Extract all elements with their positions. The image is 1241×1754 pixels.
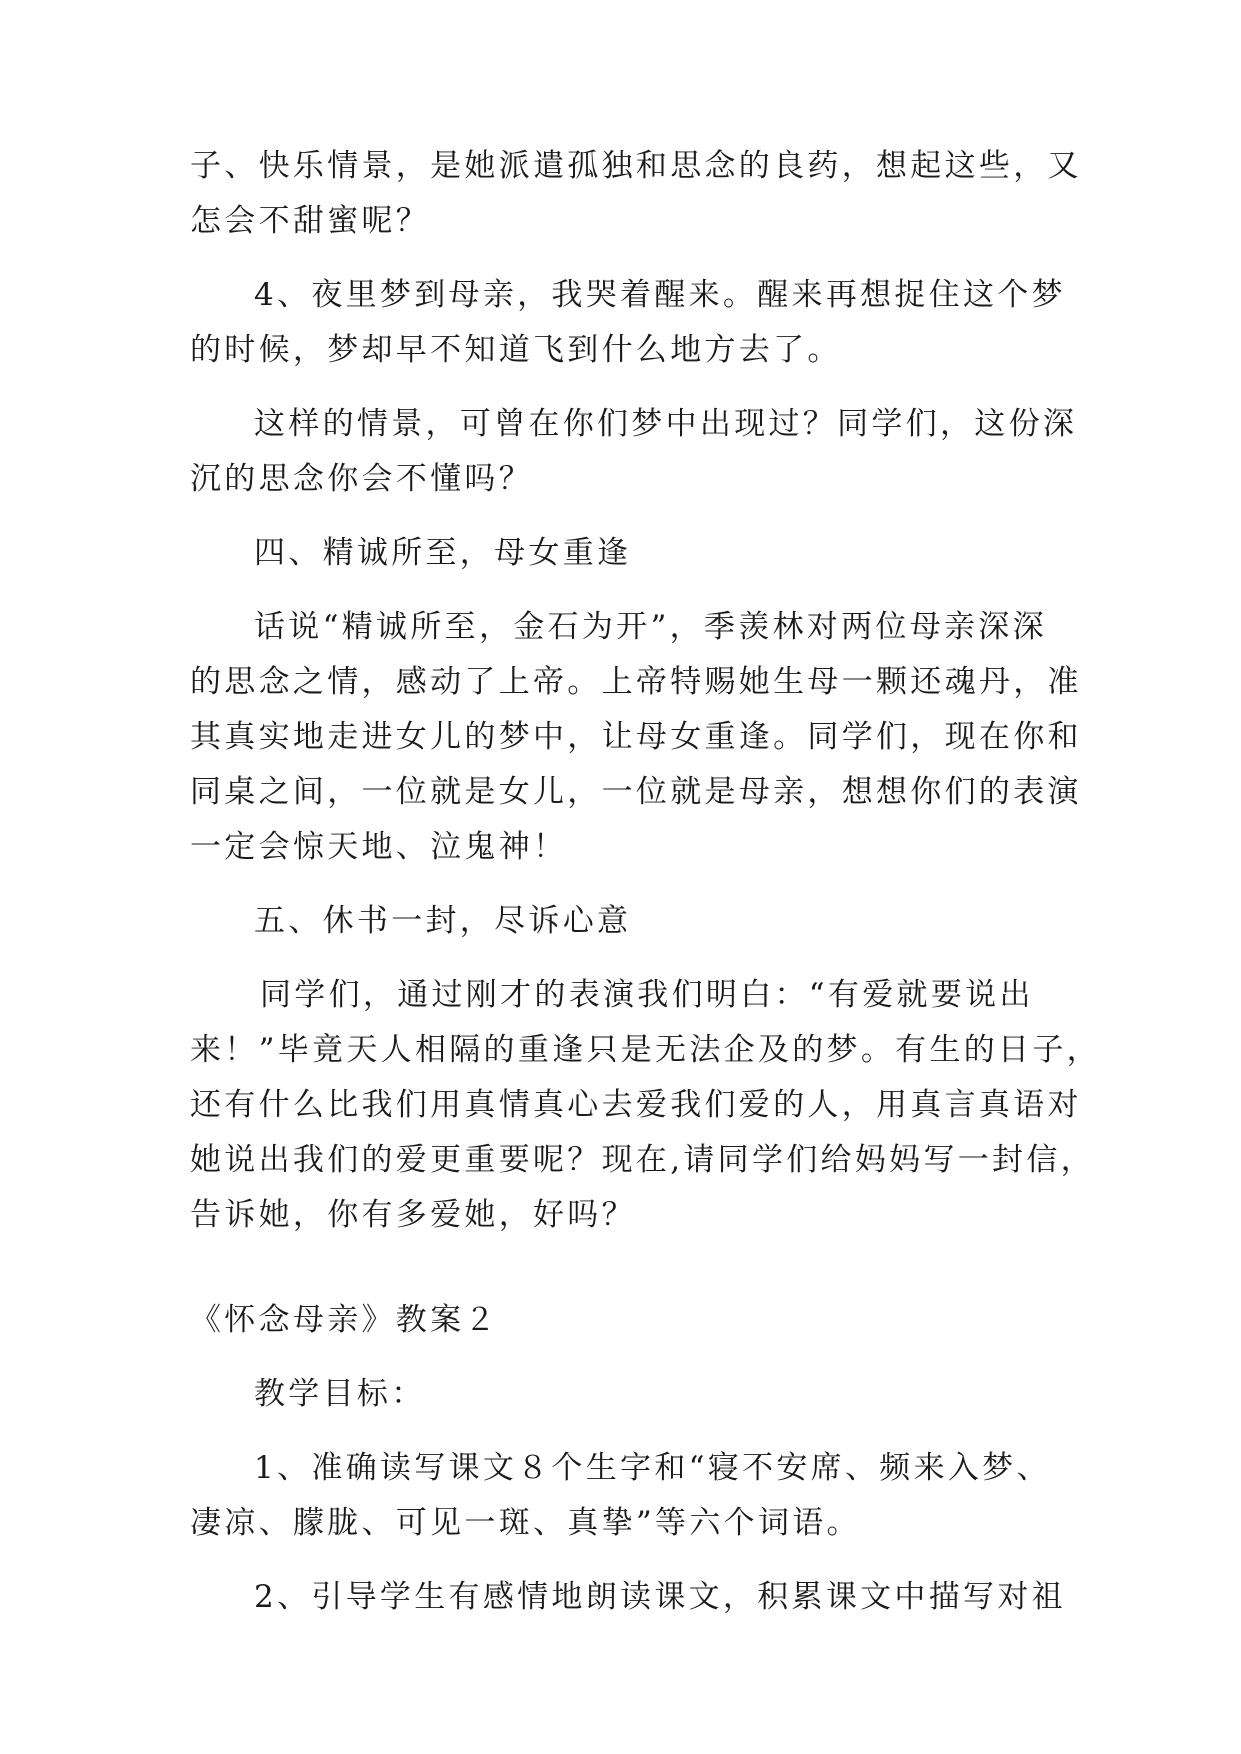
paragraph-line: 子、快乐情景，是她派遣孤独和思念的良药，想起这些，又 (190, 148, 1082, 184)
paragraph-line: 沉的思念你会不懂吗？ (190, 461, 533, 497)
paragraph-line: 话说“精诚所至，金石为开”，季羡林对两位母亲深深 (254, 609, 1047, 645)
paragraph-line: 其真实地走进女儿的梦中，让母女重逢。同学们，现在你和 (190, 719, 1082, 755)
paragraph-line: 怎会不甜蜜呢？ (190, 203, 431, 239)
section-heading: 五、休书一封，尽诉心意 (254, 903, 632, 939)
paragraph-line: 她说出我们的爱更重要呢？现在,请同学们给妈妈写一封信， (190, 1142, 1095, 1178)
paragraph-line: 4、夜里梦到母亲，我哭着醒来。醒来再想捉住这个梦 (254, 277, 1066, 313)
paragraph-line: 凄凉、朦胧、可见一斑、真挚”等六个词语。 (190, 1505, 861, 1541)
paragraph-line: 一定会惊天地、泣鬼神！ (190, 829, 568, 865)
section-heading: 四、精诚所至，母女重逢 (254, 535, 632, 571)
section-heading: 教学目标： (254, 1376, 426, 1412)
document-title: 《怀念母亲》教案２ (190, 1302, 499, 1338)
paragraph-line: 的时候，梦却早不知道飞到什么地方去了。 (190, 332, 842, 368)
paragraph-line: 还有什么比我们用真情真心去爱我们爱的人，用真言真语对 (190, 1087, 1082, 1123)
paragraph-line: 告诉她，你有多爱她，好吗？ (190, 1197, 636, 1233)
paragraph-line: 2、引导学生有感情地朗读课文，积累课文中描写对祖 (254, 1579, 1066, 1615)
paragraph-line: 1、准确读写课文８个生字和“寝不安席、频来入梦、 (254, 1450, 1051, 1486)
paragraph-line: 同学们，通过刚才的表演我们明白：“有爱就要说出 (260, 977, 1034, 1013)
paragraph-line: 的思念之情，感动了上帝。上帝特赐她生母一颗还魂丹，准 (190, 664, 1082, 700)
paragraph-line: 来！”毕竟天人相隔的重逢只是无法企及的梦。有生的日子， (190, 1032, 1101, 1068)
paragraph-line: 同桌之间，一位就是女儿，一位就是母亲，想想你们的表演 (190, 774, 1082, 810)
paragraph-line: 这样的情景，可曾在你们梦中出现过？同学们，这份深 (254, 406, 1078, 442)
